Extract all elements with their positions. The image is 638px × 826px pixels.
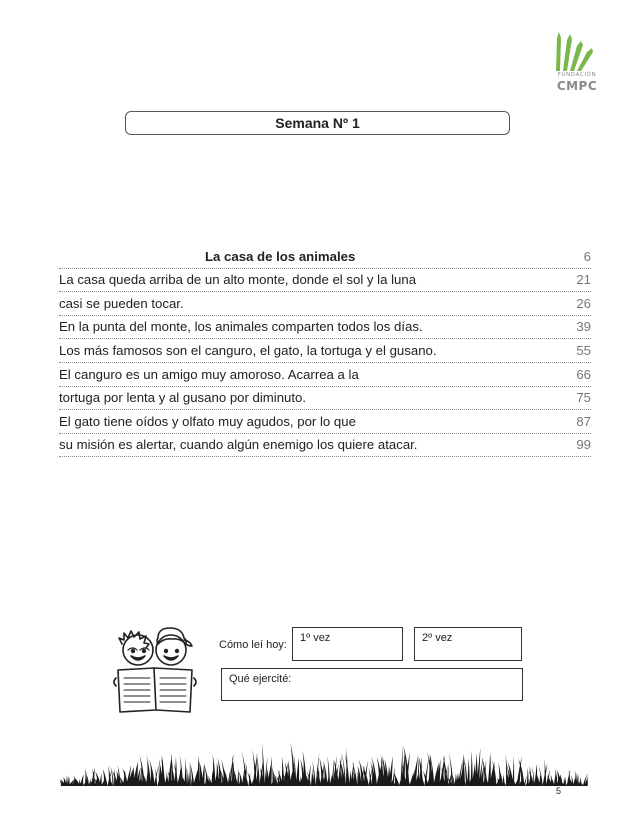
reading-title-row: [59, 245, 591, 269]
fundacion-cmpc-logo: [552, 30, 602, 96]
reading-passage: [59, 245, 591, 457]
reading-line: [59, 316, 591, 340]
line-text: El canguro es un amigo muy amoroso. Acarrea a la: [59, 366, 359, 382]
what-i-practiced-field[interactable]: [221, 668, 523, 701]
reading-line: [59, 339, 591, 363]
word-count: 55: [576, 342, 591, 358]
line-text: El gato tiene oídos y olfato muy agudos, por lo que: [59, 413, 356, 429]
week-title: Semana Nº 1: [275, 115, 360, 131]
word-count: 87: [576, 413, 591, 429]
how-i-read-label: Cómo leí hoy:: [219, 639, 287, 651]
logo-leaf-icon: [552, 30, 602, 72]
word-count: 39: [576, 319, 591, 335]
week-title-box: [125, 111, 510, 135]
reading-line: [59, 292, 591, 316]
reading-line: [59, 387, 591, 411]
word-count: 66: [576, 366, 591, 382]
first-time-label: 1º vez: [300, 632, 331, 644]
first-time-field[interactable]: [292, 627, 403, 661]
line-text: La casa queda arriba de un alto monte, donde el sol y la luna: [59, 272, 417, 288]
line-text: su misión es alertar, cuando algún enemigo los quiere atacar.: [59, 437, 418, 453]
second-time-label: 2º vez: [422, 632, 453, 644]
reading-line: [59, 269, 591, 293]
reading-line: [59, 410, 591, 434]
kids-reading-illustration: [112, 618, 212, 716]
reading-line: [59, 434, 591, 458]
word-count: 75: [576, 390, 591, 406]
line-text: En la punta del monte, los animales comparten todos los días.: [59, 319, 423, 335]
word-count: 6: [583, 248, 591, 264]
word-count: 99: [576, 437, 591, 453]
second-time-field[interactable]: [414, 627, 522, 661]
grass-decoration: [60, 738, 590, 786]
page-number: 5: [556, 786, 562, 796]
word-count: 21: [576, 272, 591, 288]
line-text: tortuga por lenta y al gusano por diminuto.: [59, 390, 307, 406]
logo-subtitle: FUNDACIÓN: [557, 72, 597, 78]
logo-title: CMPC: [556, 79, 598, 93]
reading-line: [59, 363, 591, 387]
line-text: Los más famosos son el canguro, el gato, la tortuga y el gusano.: [59, 342, 437, 358]
reading-title: La casa de los animales: [205, 248, 356, 264]
word-count: 26: [576, 295, 591, 311]
what-i-practiced-label: Qué ejercité:: [229, 673, 292, 685]
line-text: casi se pueden tocar.: [59, 295, 184, 311]
